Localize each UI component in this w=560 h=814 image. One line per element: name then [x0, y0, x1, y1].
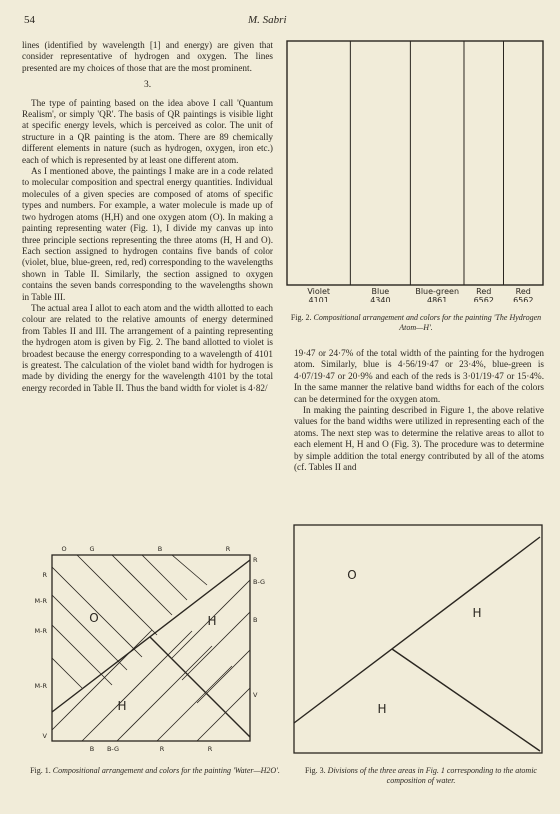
paragraph-relative-areas: In making the painting described in Figure 1, the above relative values for the band widths were utilized in representing each of the atoms. The next step was to determine the relative areas to allot to each element H, H and O (Fig. 3). The procedure was to determine by simple addition the total energy contributed by all of the atoms (cf. Tables II and: [294, 405, 544, 473]
fig2-figure: [286, 40, 544, 340]
fig1-right-label: B: [253, 616, 258, 624]
fig2-caption-label: Fig. 2.: [290, 313, 312, 322]
fig1-bottom-label: R: [207, 745, 213, 753]
fig1-right-label: R: [253, 556, 258, 564]
fig2-band-color-label: Blue: [371, 287, 390, 296]
fig3-region-label: H: [472, 606, 482, 620]
fig2-band-wavelength-label: 4861: [427, 296, 448, 302]
fig1-top-label: B: [157, 545, 163, 553]
fig1-left-label: V: [42, 732, 47, 740]
paragraph-molecular-code: As I mentioned above, the paintings I make are in a code related to molecular composition and spectral energy quantities. Individual molecules of a given species are composed of atoms of specific types and numbers. For example, a water molecule is made up of two hydrogen atoms (H,H) and one oxygen atom (O). In making a painting representing water (Fig. 1), I divide my canvas up into three principle sections representing the three atoms (H, H and O). Each section assigned to hydrogen contains five bands of color (violet, blue, blue-green, red, red) corresponding to the wavelengths shown in Table II. Similarly, the section assigned to oxygen contains the seven bands corresponding to the wavelengths shown in Table III.: [22, 166, 273, 302]
fig2-band-wavelength-label: 4340: [370, 296, 391, 302]
fig3-caption-text: Divisions of the three areas in Fig. 1 corresponding to the atomic composition of water.: [327, 766, 537, 785]
page-number: 54: [24, 14, 35, 26]
fig3-region-label: H: [377, 702, 387, 716]
fig1-right-label: B-G: [253, 578, 266, 586]
fig1-top-label: G: [89, 545, 95, 553]
fig3-caption: [296, 766, 546, 786]
fig2-panel: [286, 40, 544, 302]
left-column: [22, 40, 273, 394]
paragraph-quantum-realism: The type of painting based on the idea above I call 'Quantum Realism', or simply 'QR'. The basis of QR paintings is visible light at specific energy levels, which is perceived as color. The unit of structure in a QR painting is the atom. There are 89 chemically different elements in nature (such as hydrogen, oxygen, iron etc.) each of which is represented by at least one different atom.: [22, 97, 273, 165]
fig1-caption-text: Compositional arrangement and colors for the painting 'Water—H2O'.: [52, 766, 280, 775]
fig2-band-color-label: Red: [515, 287, 531, 296]
fig2-band-wavelength-label: 6562: [473, 296, 494, 302]
fig1-figure: [22, 540, 292, 755]
fig3-region-label: O: [347, 568, 357, 582]
fig1-left-label: M-R: [34, 682, 47, 690]
fig2-band-wavelength-label: 6562: [513, 296, 534, 302]
fig1-caption: [24, 766, 286, 776]
fig1-region-label: H: [207, 614, 217, 628]
fig2-band-color-label: Violet: [307, 287, 331, 296]
fig2-caption-text: Compositional arrangement and colors for the painting 'The Hydrogen Atom—H'.: [313, 313, 542, 332]
fig3-caption-label: Fig. 3.: [305, 766, 326, 775]
fig1-region-label: O: [89, 611, 99, 625]
fig2-band-wavelength-label: 4101: [308, 296, 329, 302]
fig1-bottom-label: R: [159, 745, 165, 753]
running-title: M. Sabri: [248, 14, 287, 26]
fig1-caption-label: Fig. 1.: [30, 766, 51, 775]
fig1-top-label: R: [225, 545, 231, 553]
section-number: 3.: [143, 80, 152, 91]
paragraph-band-percentages: 19·47 or 24·7% of the total width of the painting for the hydrogen atom. Similarly, blue is 4·56/19·47 or 23·4%, blue-green is 4·07/19·47 or 20·9% and each of the reds is 3·01/19·47 or 15·4%. In the same manner the relative band widths for each of the colors can be determined for the oxygen atom.: [294, 348, 544, 404]
paragraph-band-widths: The actual area I allot to each atom and the width allotted to each colour are related to the relative amounts of energy determined from Tables II and III. The arrangement of a painting representing the hydrogen atom is given by Fig. 2. The band allotted to violet is broadest because the energy corresponding to a wavelength of 4101 is greatest. The calculation of the violet band width for hydrogen is made by dividing the energy for the wavelength 4101 by the total energy recorded in Table II. Thus the band width for violet is 4·82/: [22, 302, 273, 393]
fig1-left-label: R: [42, 571, 47, 579]
fig1-right-label: V: [253, 691, 258, 699]
fig1-left-label: M-R: [34, 627, 47, 635]
fig1-bottom-label: B: [89, 745, 95, 753]
fig1-bottom-label: B-G: [106, 745, 120, 753]
right-column: [294, 348, 544, 473]
fig2-band-color-label: Blue-green: [415, 287, 460, 296]
fig2-caption: [290, 313, 542, 333]
fig1-region-label: H: [117, 699, 127, 713]
intro-paragraph: lines (identified by wavelength [1] and energy) are given that consider representative of hydrogen and oxygen. The lines presented are my choices of those that are the most prominent.: [22, 40, 273, 73]
fig3-figure: [292, 523, 546, 758]
fig1-left-label: M-R: [34, 597, 47, 605]
fig1-top-label: O: [61, 545, 67, 553]
fig2-band-color-label: Red: [476, 287, 492, 296]
